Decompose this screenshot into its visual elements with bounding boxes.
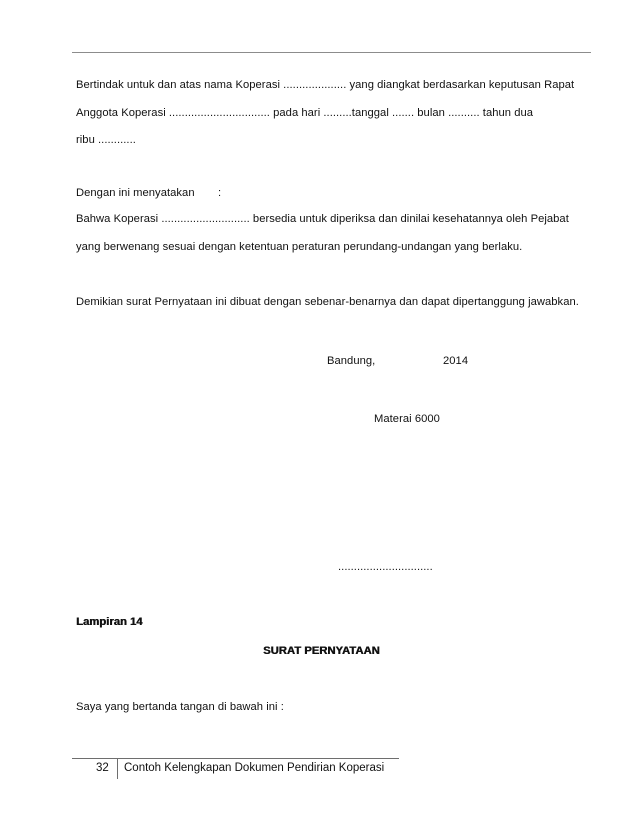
appendix-label: Lampiran 14 — [76, 616, 143, 628]
signature-line: .............................. — [338, 561, 433, 573]
para1-line2: Anggota Koperasi ................................ pada hari .........tanggal ....... bulan .......... tahun dua — [76, 107, 534, 119]
declaration-label: Dengan ini menyatakan — [76, 187, 195, 199]
declaration-separator: : — [218, 187, 222, 199]
footer-rule — [72, 758, 399, 759]
para1-line1: Bertindak untuk dan atas nama Koperasi .................... yang diangkat berdasarkan keputusan Rapat — [76, 79, 575, 91]
header-rule — [72, 52, 591, 53]
appendix-intro: Saya yang bertanda tangan di bawah ini : — [76, 701, 284, 713]
para1-line3: ribu ............ — [76, 134, 136, 146]
para2-line1: Bahwa Koperasi ............................ bersedia untuk diperiksa dan dinilai kesehatannya oleh Pejabat — [76, 213, 569, 225]
page-number: 32 — [96, 762, 109, 774]
place-label: Bandung, — [327, 355, 376, 367]
footer-title: Contoh Kelengkapan Dokumen Pendirian Koperasi — [124, 762, 385, 774]
appendix-title: SURAT PERNYATAAN — [263, 645, 380, 657]
para2-line2: yang berwenang sesuai dengan ketentuan peraturan perundang-undangan yang berlaku. — [76, 241, 523, 253]
year-label: 2014 — [443, 355, 469, 367]
footer-divider — [117, 759, 118, 779]
closing-statement: Demikian surat Pernyataan ini dibuat dengan sebenar-benarnya dan dapat dipertanggung jawabkan. — [76, 296, 579, 308]
stamp-label: Materai 6000 — [374, 413, 440, 425]
